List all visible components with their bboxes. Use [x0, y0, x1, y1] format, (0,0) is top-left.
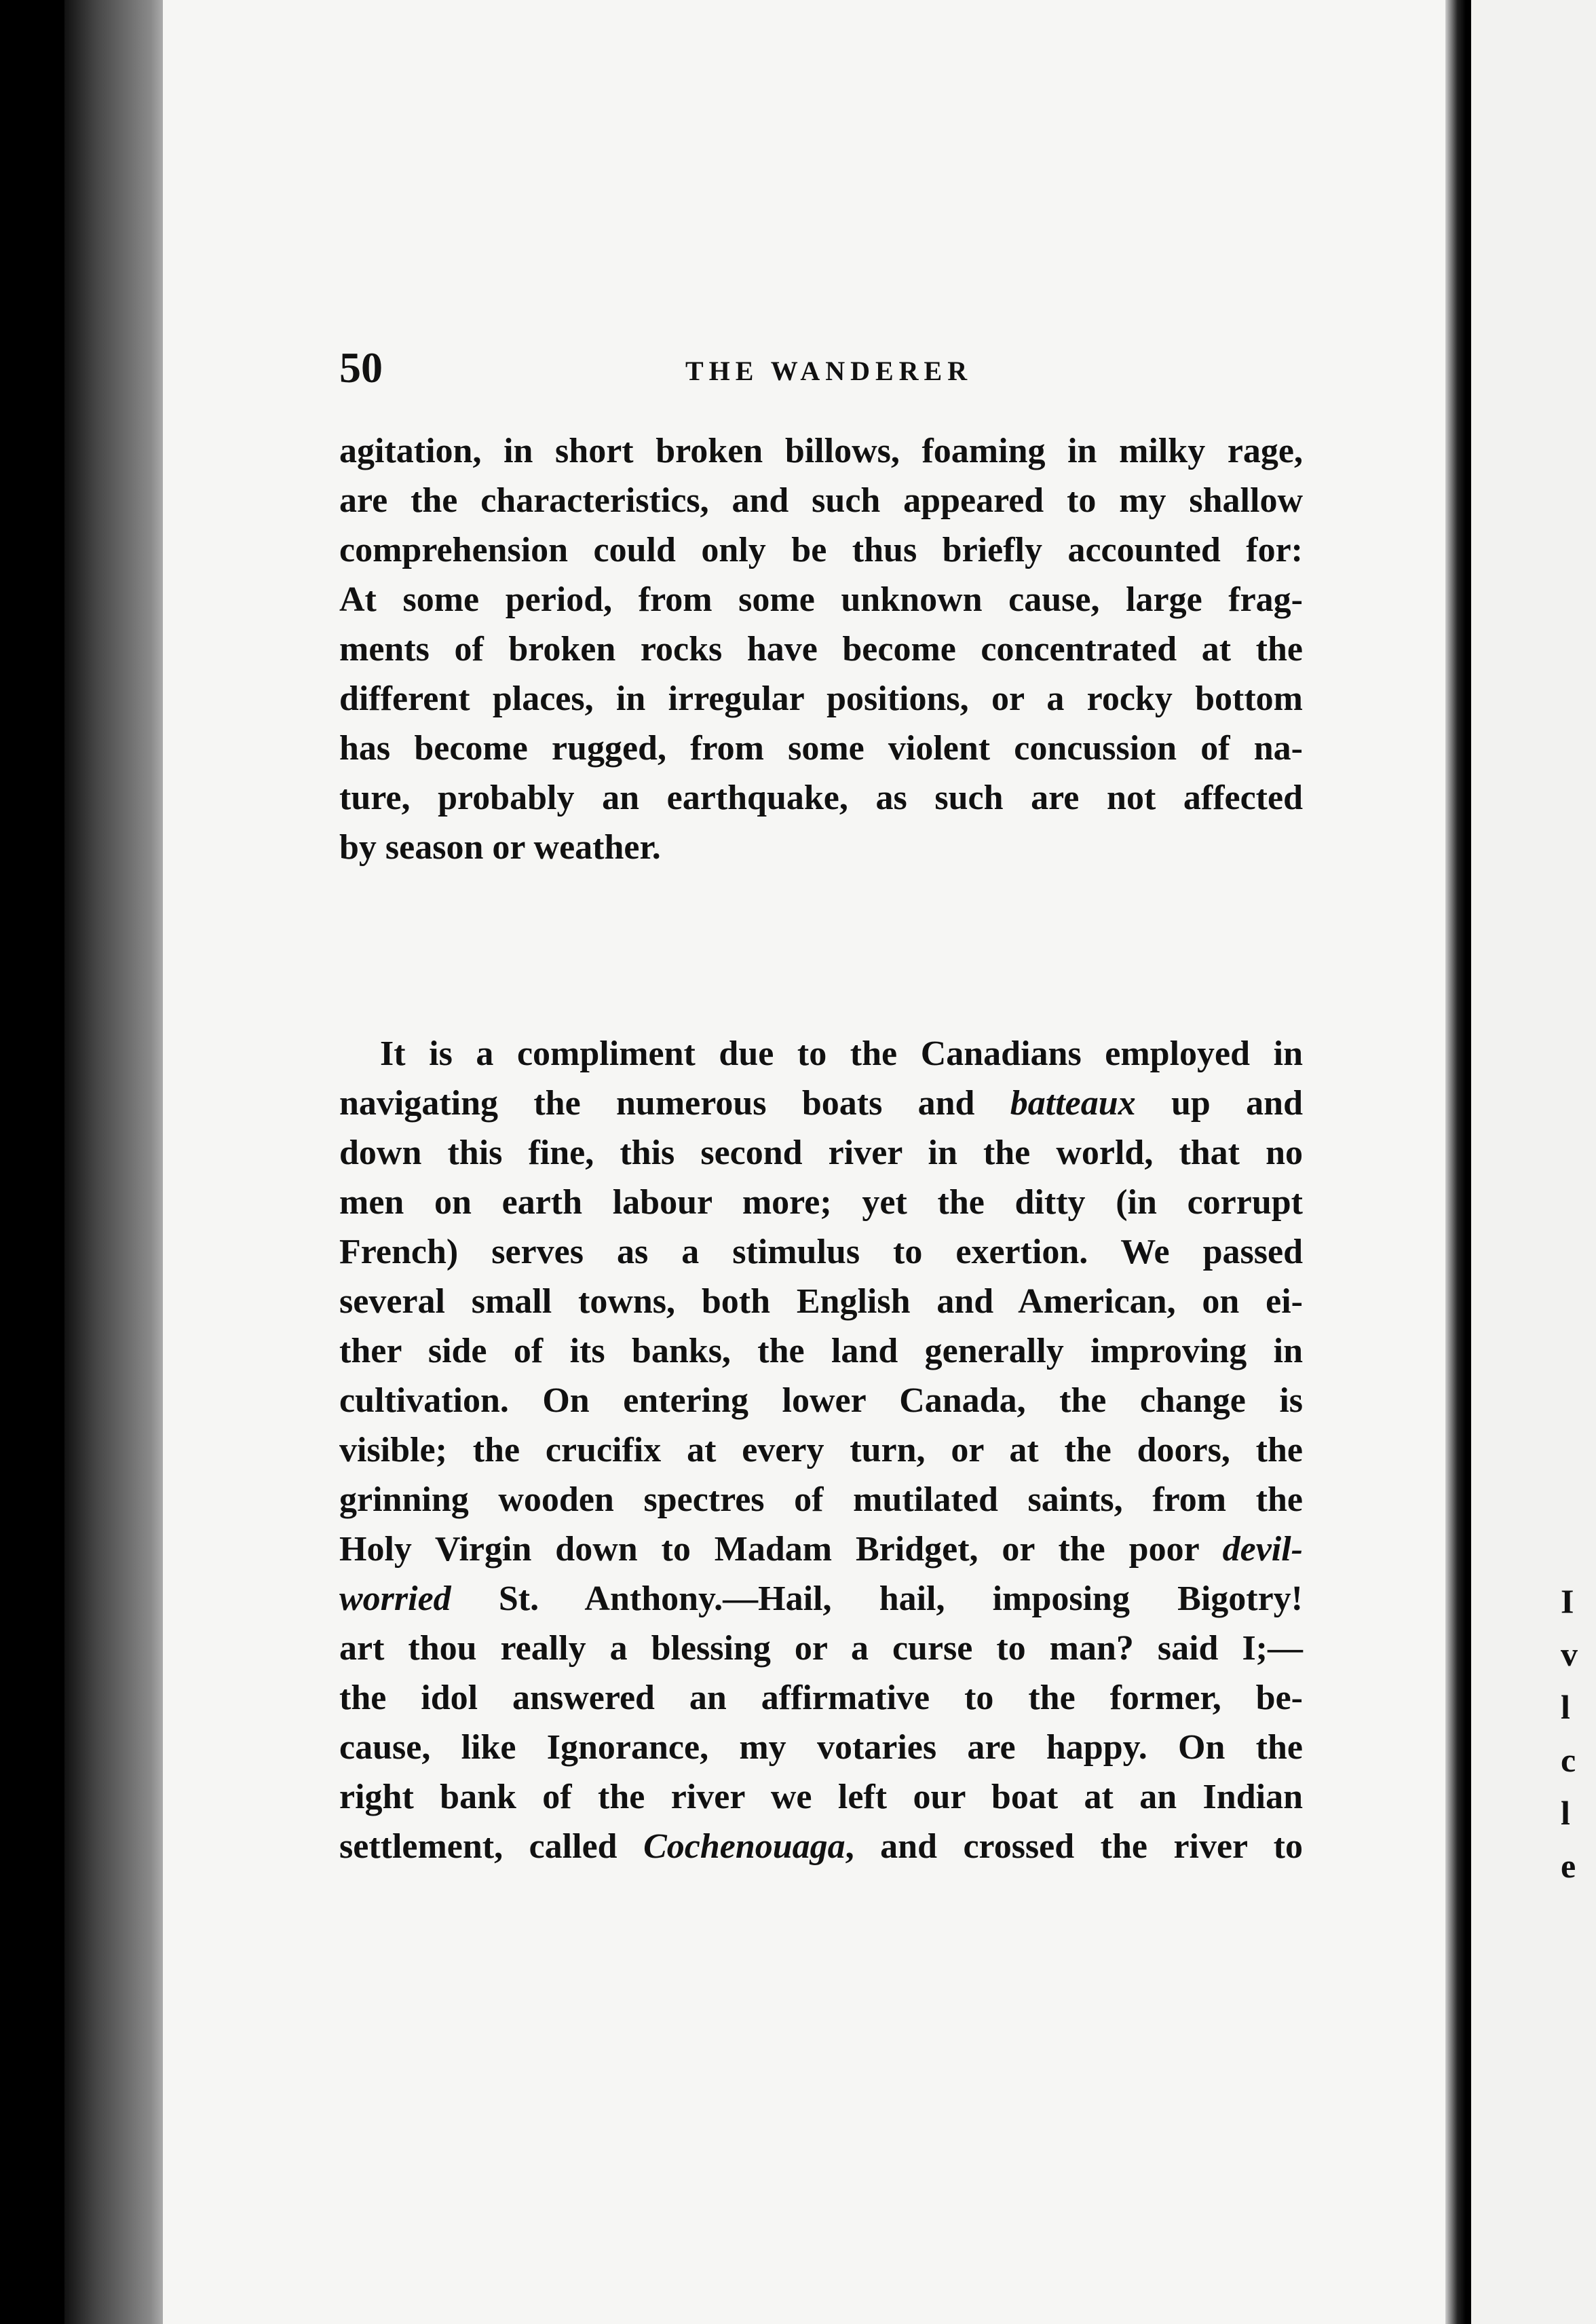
text-run: Holy Virgin down to Madam Bridget, or the poor [339, 1530, 1223, 1569]
text-line [339, 1524, 1303, 1574]
text-line: down this fine, this second river in the world, that no [339, 1133, 1303, 1172]
facing-page-fragment: l [1561, 1794, 1570, 1832]
text-run: , and crossed the river to [845, 1827, 1303, 1866]
facing-page-text [1561, 1575, 1588, 1892]
text-line: At some period, from some unknown cause, large frag- [339, 580, 1303, 619]
paragraph [339, 1029, 1303, 1871]
text-line: comprehension could only be thus briefly accounted for: [339, 531, 1303, 569]
facing-page-fragment: v [1561, 1635, 1578, 1673]
text-line: ments of broken rocks have become concentrated at the [339, 630, 1303, 669]
text-line: visible; the crucifix at every turn, or at the doors, the [339, 1431, 1303, 1469]
italic-term: worried [339, 1579, 451, 1618]
text-run: settlement, called [339, 1827, 644, 1866]
text-line: art thou really a blessing or a curse to man? said I;— [339, 1629, 1303, 1668]
text-line: cause, like Ignorance, my votaries are happy. On the [339, 1728, 1303, 1767]
text-line: the idol answered an affirmative to the former, be- [339, 1679, 1303, 1717]
text-line: cultivation. On entering lower Canada, the change is [339, 1381, 1303, 1420]
text-line [339, 1079, 1303, 1128]
page-number: 50 [339, 343, 383, 392]
facing-page-sliver [1471, 0, 1596, 2324]
facing-page-fragment: c [1561, 1741, 1576, 1779]
text-line: French) serves as a stimulus to exertion. We passed [339, 1233, 1303, 1271]
text-run: up and [1135, 1084, 1303, 1123]
text-line: It is a compliment due to the Canadians employed in [380, 1034, 1303, 1073]
book-gutter [64, 0, 166, 2324]
page-header [339, 343, 1303, 397]
italic-term: devil- [1222, 1530, 1303, 1569]
italic-term: Cochenouaga [643, 1827, 846, 1866]
text-line: ther side of its banks, the land generally improving in [339, 1332, 1303, 1370]
text-line: grinning wooden spectres of mutilated saints, from the [339, 1480, 1303, 1519]
text-run: St. Anthony.—Hail, hail, imposing Bigotry! [451, 1579, 1303, 1618]
text-line: different places, in irregular positions, or a rocky bottom [339, 679, 1303, 718]
text-line: has become rugged, from some violent concussion of na- [339, 729, 1303, 768]
facing-page-fragment: e [1561, 1847, 1576, 1885]
text-line: by season or weather. [339, 828, 661, 867]
text-line: several small towns, both English and American, on ei- [339, 1282, 1303, 1321]
text-line [339, 1574, 1303, 1624]
text-line: right bank of the river we left our boat at an Indian [339, 1778, 1303, 1816]
running-head: THE WANDERER [685, 356, 973, 386]
page-edge [1445, 0, 1466, 2324]
text-run: navigating the numerous boats and [339, 1084, 1010, 1123]
text-line: are the characteristics, and such appeared to my shallow [339, 481, 1303, 520]
paragraph [339, 426, 1303, 872]
text-line: ture, probably an earthquake, as such are not affected [339, 779, 1303, 817]
text-line [339, 1822, 1303, 1871]
italic-term: batteaux [1010, 1084, 1136, 1123]
facing-page-fragment: I [1561, 1582, 1574, 1620]
text-line: agitation, in short broken billows, foaming in milky rage, [339, 432, 1303, 470]
facing-page-fragment: l [1561, 1688, 1570, 1726]
text-line: men on earth labour more; yet the ditty (in corrupt [339, 1183, 1303, 1222]
